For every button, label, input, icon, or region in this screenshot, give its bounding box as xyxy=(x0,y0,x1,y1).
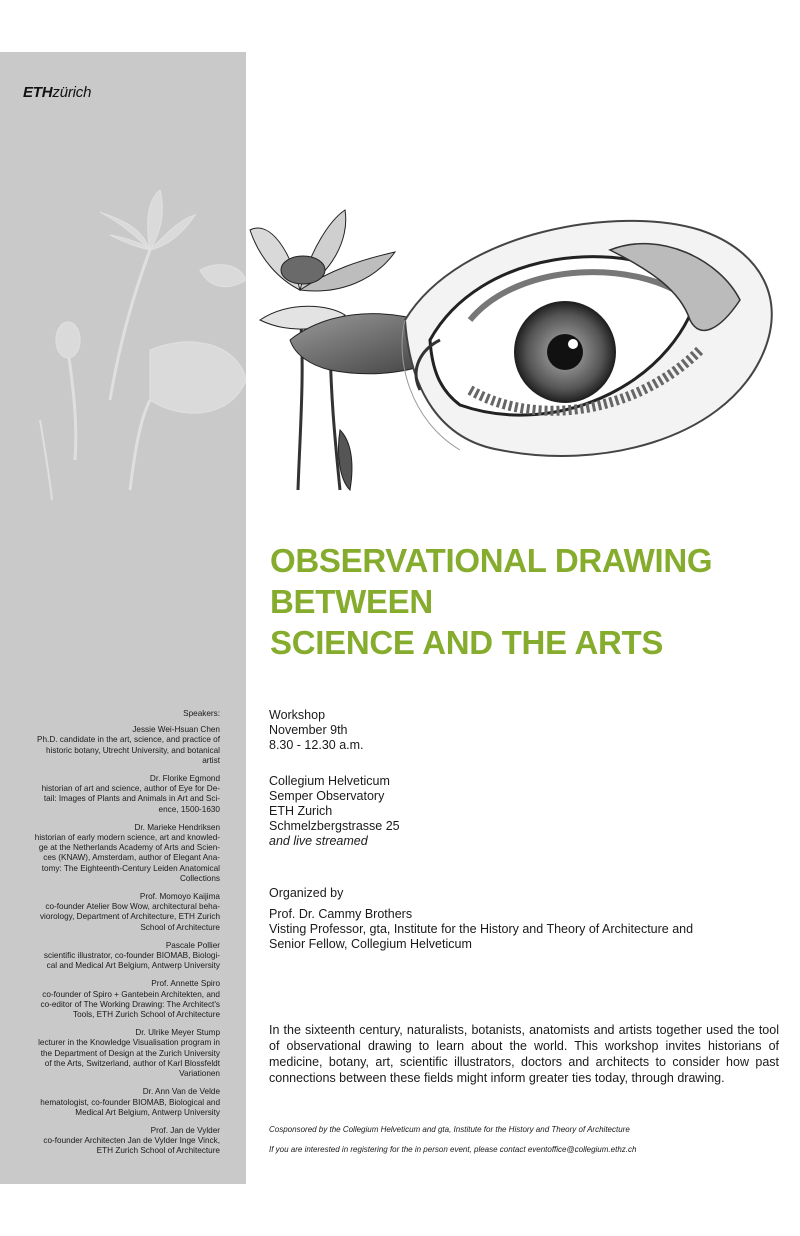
speaker-name: Prof. Annette Spiro xyxy=(151,979,220,989)
contact-note: If you are interested in registering for the in person event, please contact eventoffice@collegium.ethz.ch xyxy=(269,1145,637,1154)
title-line: OBSERVATIONAL DRAWING xyxy=(270,542,713,579)
speaker-entry xyxy=(5,979,220,1020)
event-type: Workshop xyxy=(269,708,326,722)
speaker-name: Prof. Jan de Vylder xyxy=(150,1125,220,1135)
speaker-entry xyxy=(5,1126,220,1157)
speaker-description-line: co-founder of Spiro + Gantebein Architekten, and xyxy=(42,989,220,999)
speaker-description-line: co-editor of The Working Drawing: The Architect's xyxy=(40,999,220,1009)
speaker-entry xyxy=(5,1028,220,1079)
speakers-list xyxy=(5,709,220,1165)
speaker-name: Jessie Wei-Hsuan Chen xyxy=(132,725,220,735)
speaker-description-line: ence, 1500-1630 xyxy=(158,804,220,814)
venue-line: Semper Observatory xyxy=(269,789,385,803)
speakers-heading: Speakers: xyxy=(183,709,220,718)
speaker-entry xyxy=(5,941,220,972)
speaker-description-line: ces (KNAW), Amsterdam, author of Elegant Ana- xyxy=(43,853,220,863)
speaker-entry xyxy=(5,823,220,884)
speaker-description-line: historian of early modern science, art and knowled- xyxy=(34,833,220,843)
speaker-name: Dr. Marieke Hendriksen xyxy=(134,822,220,832)
speaker-description-line: Medical Art Belgium, Antwerp University xyxy=(75,1107,220,1117)
speaker-entry xyxy=(5,774,220,815)
speaker-description-line: ETH Zurich School of Architecture xyxy=(96,1146,220,1156)
organizer-role: Senior Fellow, Collegium Helveticum xyxy=(269,937,472,951)
speaker-description-line: lecturer in the Knowledge Visualisation program in xyxy=(38,1038,220,1048)
organizer-name: Prof. Dr. Cammy Brothers xyxy=(269,907,413,921)
venue-line: Collegium Helveticum xyxy=(269,774,390,788)
speaker-name: Prof. Momoyo Kaijima xyxy=(139,892,220,902)
speaker-description-line: the Department of Design at the Zurich University xyxy=(40,1048,220,1058)
event-when xyxy=(269,708,364,753)
speaker-description-line: hematologist, co-founder BIOMAB, Biological and xyxy=(40,1097,220,1107)
venue-line: ETH Zurich xyxy=(269,804,333,818)
event-time: 8.30 - 12.30 a.m. xyxy=(269,738,364,752)
workshop-description: In the sixteenth century, naturalists, botanists, anatomists and artists together used the tool of observational drawing to learn about the world. This workshop invites historians of medicine, botany, art, scientific illustrators, doctors and architects to consider how past connections between these fields might inform greater ties today, through drawing. xyxy=(269,1023,779,1085)
speaker-entry xyxy=(5,1087,220,1118)
speaker-description-line: cal and Medical Art Belgium, Antwerp University xyxy=(46,961,220,971)
title-line: SCIENCE AND THE ARTS xyxy=(270,624,664,661)
organizer-block xyxy=(269,886,693,952)
speaker-description-line: Tools, ETH Zurich School of Architecture xyxy=(73,1010,220,1020)
speaker-entry xyxy=(5,892,220,933)
speaker-entry xyxy=(5,725,220,766)
organizer-heading: Organized by xyxy=(269,886,344,900)
eth-zurich-logo: ETHzürich xyxy=(23,84,92,101)
event-date: November 9th xyxy=(269,723,348,737)
speaker-description-line: viorology, Department of Architecture, ETH Zurich xyxy=(39,912,220,922)
speaker-description-line: Ph.D. candidate in the art, science, and practice of xyxy=(37,735,220,745)
speaker-description-line: School of Architecture xyxy=(140,922,220,932)
speaker-description-line: artist xyxy=(202,755,220,765)
speaker-name: Dr. Ann Van de Velde xyxy=(142,1087,220,1097)
speaker-name: Dr. Ulrike Meyer Stump xyxy=(135,1028,220,1038)
speaker-description-line: historian of art and science, author of Eye for De- xyxy=(41,784,220,794)
speaker-name: Pascale Pollier xyxy=(165,940,220,950)
speaker-description-line: of the Arts, Switzerland, author of Karl Blossfeldt xyxy=(44,1058,220,1068)
speaker-description-line: Variationen xyxy=(179,1069,220,1079)
stream-note: and live streamed xyxy=(269,834,368,848)
title-line: BETWEEN xyxy=(270,583,433,620)
speaker-description-line: tail: Images of Plants and Animals in Art and Sci- xyxy=(43,794,220,804)
organizer-role: Visting Professor, gta, Institute for the History and Theory of Architecture and xyxy=(269,922,694,936)
speaker-description-line: co-founder Atelier Bow Wow, architectural beha- xyxy=(45,902,220,912)
event-venue xyxy=(269,774,400,849)
speaker-description-line: scientific illustrator, co-founder BIOMAB, Biologi- xyxy=(43,951,220,961)
speaker-description-line: co-founder Architecten Jan de Vylder Inge Vinck, xyxy=(43,1136,220,1146)
speaker-description-line: ge at the Netherlands Academy of Arts and Scien- xyxy=(38,843,220,853)
cosponsor-note: Cosponsored by the Collegium Helveticum and gta, Institute for the History and Theory of Architecture xyxy=(269,1125,630,1134)
speaker-description-line: Collections xyxy=(179,873,220,883)
speaker-description-line: historic botany, Utrecht University, and botanical xyxy=(46,745,220,755)
speaker-name: Dr. Florike Egmond xyxy=(149,774,220,784)
venue-line: Schmelzbergstrasse 25 xyxy=(269,819,400,833)
speaker-description-line: tomy: The Eighteenth-Century Leiden Anatomical xyxy=(41,863,220,873)
event-title xyxy=(270,540,790,663)
lotus-and-eye-illustration xyxy=(0,190,800,520)
